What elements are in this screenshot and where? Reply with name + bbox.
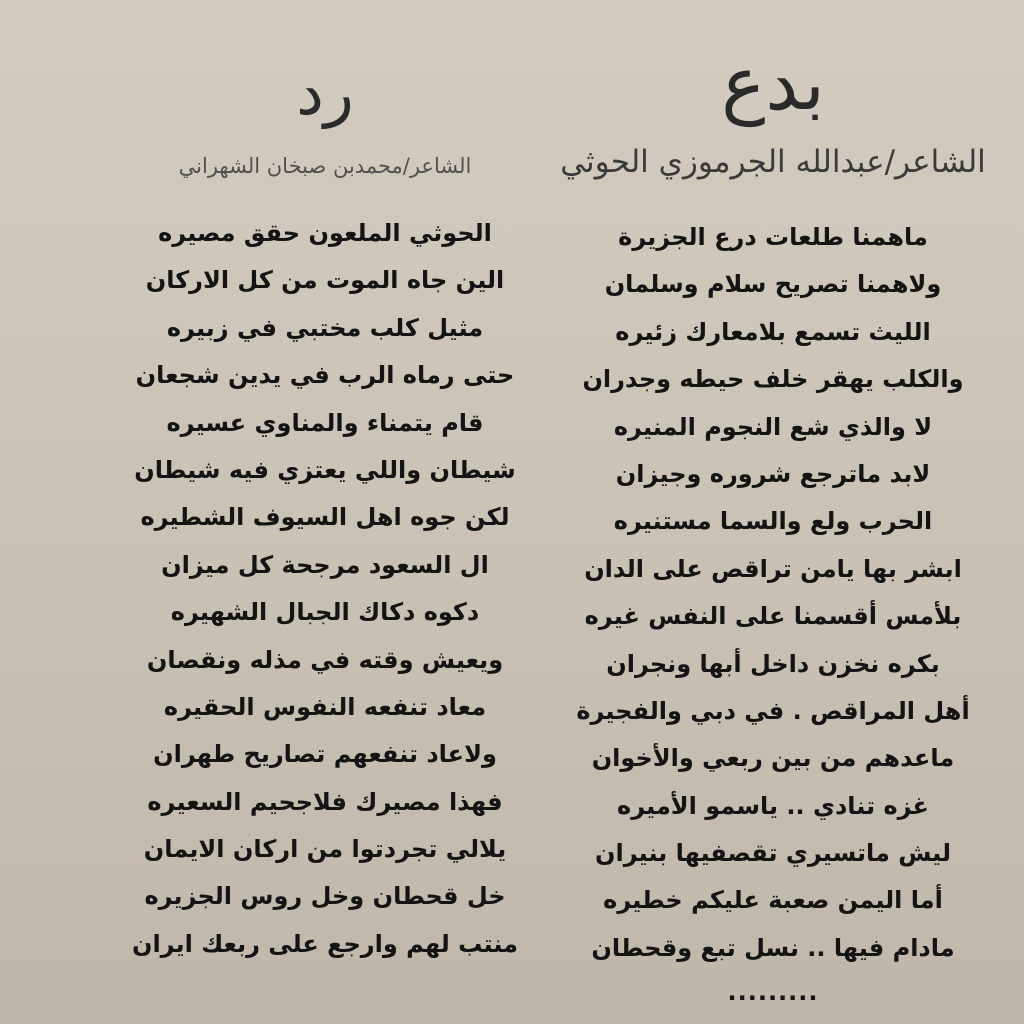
continuation-dots: ......... — [727, 978, 819, 1006]
original-verse-line: مادام فيها .. نسل تبع وقحطان — [591, 933, 955, 962]
reply-verse-line: الين جاه الموت من كل الاركان — [145, 266, 505, 295]
original-verse-line: بلأمس أقسمنا على النفس غيره — [584, 602, 962, 631]
reply-verse-line: ال السعود مرجحة كل ميزان — [161, 550, 489, 579]
reply-verse-line: معاد تنفعه النفوس الحقيره — [163, 692, 487, 721]
original-verse-line: أهل المراقص . في دبي والفجيرة — [576, 696, 970, 725]
reply-poem-title: رد — [296, 56, 354, 129]
reply-verse-line: ويعيش وقته في مذله ونقصان — [146, 645, 504, 674]
reply-verse-line: حتى رماه الرب في يدين شجعان — [135, 361, 515, 390]
original-verse-line: غزه تنادي .. ياسمو الأميره — [617, 791, 929, 820]
reply-verse-line: خل قحطان وخل روس الجزيره — [144, 882, 506, 911]
reply-verse-line: ولاعاد تنفعهم تصاريح طهران — [153, 740, 497, 769]
original-verse-line: ابشر بها يامن تراقص على الدان — [584, 554, 962, 583]
original-verse-line: ولاهمنا تصريح سلام وسلمان — [604, 270, 942, 299]
reply-verse-line: مثيل كلب مختبي في زبيره — [166, 313, 484, 342]
reply-verse-line: يلالي تجردتوا من اركان الايمان — [143, 835, 507, 864]
original-verse-line: والكلب يهقر خلف حيطه وجدران — [582, 365, 964, 394]
original-verse-line: الحرب ولع والسما مستنيره — [613, 507, 933, 536]
original-poet-name: الشاعر/عبدالله الجرموزي الحوثي — [560, 144, 986, 180]
reply-verse-line: دكوه دكاك الجبال الشهيره — [170, 598, 480, 627]
original-verses-list — [548, 214, 998, 972]
reply-poet-name: الشاعر/محمدبن صبخان الشهراني — [178, 154, 472, 178]
reply-verse-line: منتب لهم وارجع على ربعك ايران — [131, 929, 519, 958]
reply-verse-line: لكن جوه اهل السيوف الشطيره — [140, 503, 510, 532]
reply-verses-list — [100, 210, 550, 968]
reply-verse-line: شيطان واللي يعتزي فيه شيطان — [134, 455, 516, 484]
original-verse-line: أما اليمن صعبة عليكم خطيره — [603, 886, 943, 915]
reply-verse-line: فهذا مصيرك فلاجحيم السعيره — [147, 787, 503, 816]
reply-verse-line: الحوثي الملعون حقق مصيره — [158, 219, 492, 247]
reply-verse-line: قام يتمناء والمناوي عسيره — [166, 408, 484, 437]
original-verse-line: الليث تسمع بلامعارك زئيره — [615, 317, 931, 346]
original-verse-line: ليش ماتسيري تقصفيها بنيران — [595, 839, 951, 868]
original-verse-line: ماعدهم من بين ربعي والأخوان — [591, 744, 955, 773]
original-verse-line: ماهمنا طلعات درع الجزيرة — [618, 223, 928, 251]
original-verse-line: لابد ماترجع شروره وجيزان — [615, 459, 931, 488]
original-verse-line: لا والذي شع النجوم المنيره — [613, 412, 933, 441]
original-poem-title: بدع — [721, 41, 825, 127]
original-verse-line: بكره نخزن داخل أبها ونجران — [606, 649, 940, 678]
